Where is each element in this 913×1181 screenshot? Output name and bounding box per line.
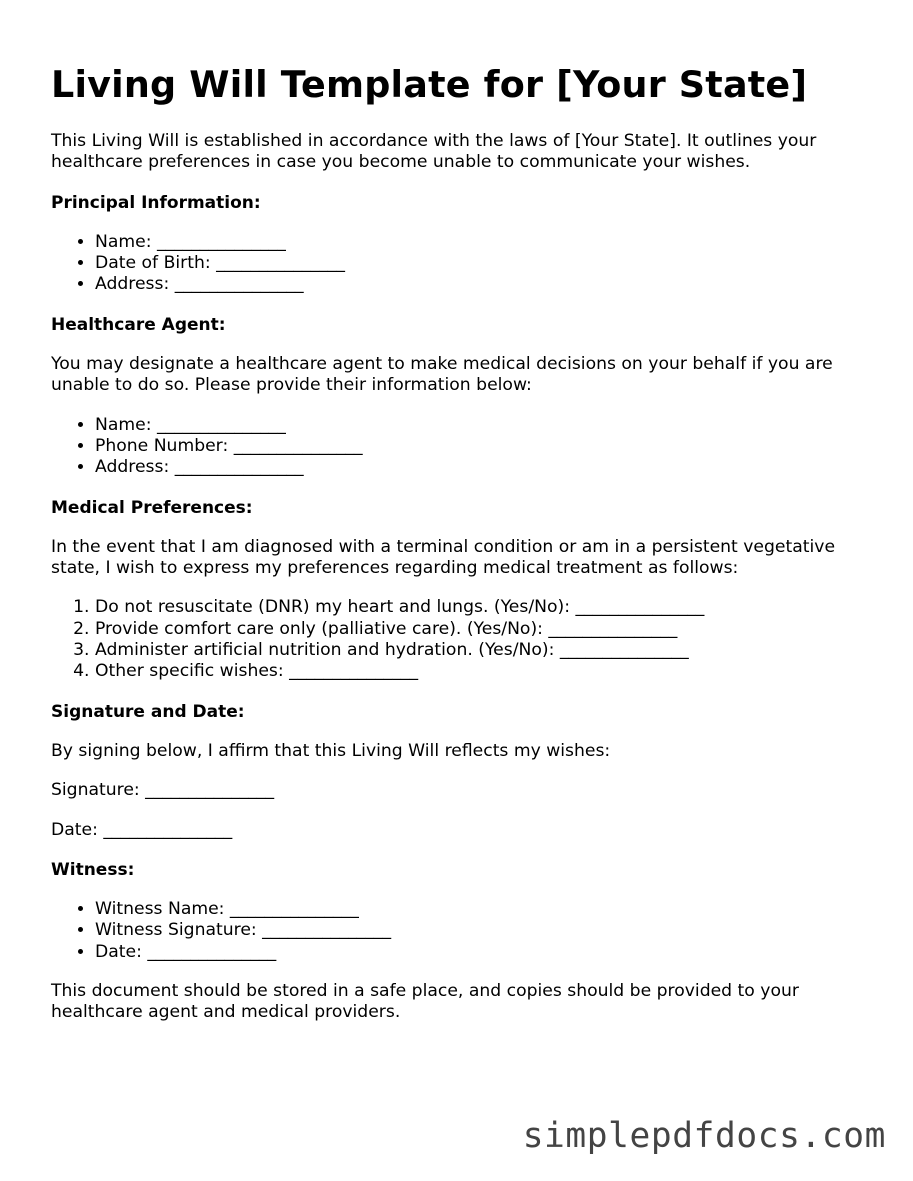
agent-list: [51, 415, 881, 479]
signature-line: Signature: _______________: [51, 780, 275, 801]
nutrition-preference: 3. Administer artificial nutrition and hydration. (Yes/No): _______________: [95, 640, 881, 661]
agent-phone-field: • Phone Number: _______________: [95, 436, 881, 457]
document-page: [51, 62, 881, 1024]
principal-list: [51, 232, 881, 296]
signature-paragraph: By signing below, I affirm that this Living Will reflects my wishes:: [51, 740, 611, 761]
agent-name-field: • Name: _______________: [95, 415, 881, 436]
signature-heading: Signature and Date:: [51, 701, 245, 722]
other-wishes-field: 4. Other specific wishes: _______________: [95, 661, 881, 682]
agent-address-field: • Address: _______________: [95, 457, 881, 478]
witness-date-field: • Date: _______________: [95, 942, 881, 963]
witness-name-field: • Witness Name: _______________: [95, 899, 881, 920]
document-title: Living Will Template for [Your State]: [51, 63, 808, 106]
medical-preferences-list: [51, 597, 881, 682]
comfort-care-preference: 2. Provide comfort care only (palliative care). (Yes/No): _______________: [95, 619, 881, 640]
principal-dob-field: • Date of Birth: _______________: [95, 253, 881, 274]
watermark-text: simplepdfdocs.com: [522, 1116, 886, 1156]
medical-paragraph: In the event that I am diagnosed with a terminal condition or am in a persistent vegetative state, I wish to express my preferences regarding medical treatment as follows:: [51, 536, 836, 579]
medical-heading: Medical Preferences:: [51, 497, 253, 518]
dnr-preference: 1. Do not resuscitate (DNR) my heart and lungs. (Yes/No): _______________: [95, 597, 881, 618]
closing-paragraph: This document should be stored in a safe place, and copies should be provided to your healthcare agent and medical providers.: [51, 981, 799, 1023]
intro-paragraph: This Living Will is established in accordance with the laws of [Your State]. It outlines your healthcare preferences in case you become unable to communicate your wishes.: [51, 131, 817, 173]
witness-heading: Witness:: [51, 859, 135, 880]
witness-list: [51, 899, 881, 963]
witness-signature-field: • Witness Signature: _______________: [95, 920, 881, 941]
principal-name-field: • Name: _______________: [95, 232, 881, 253]
agent-paragraph: You may designate a healthcare agent to make medical decisions on your behalf if you are unable to do so. Please provide their information below:: [51, 354, 833, 396]
principal-address-field: • Address: _______________: [95, 274, 881, 295]
date-line: Date: _______________: [51, 819, 233, 840]
principal-heading: Principal Information:: [51, 192, 261, 213]
agent-heading: Healthcare Agent:: [51, 314, 226, 335]
